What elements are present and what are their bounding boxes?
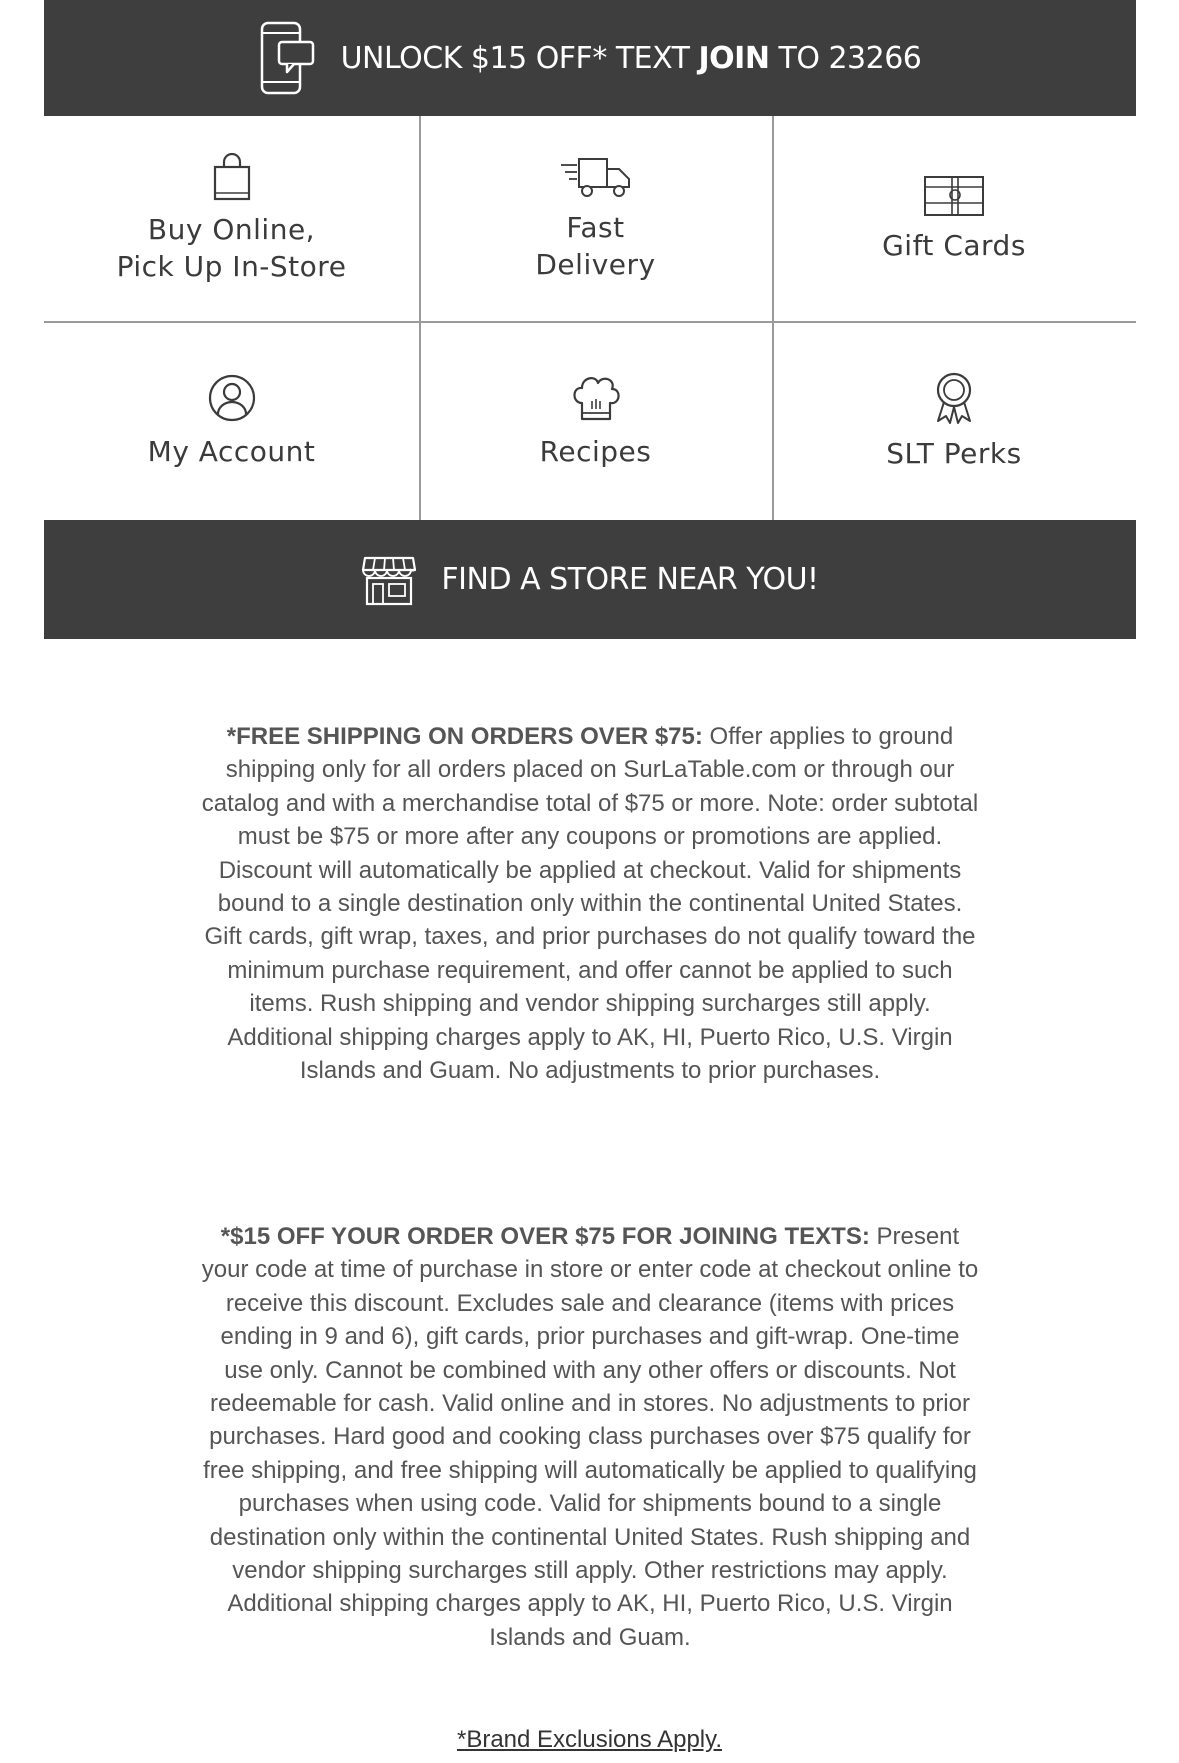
text-offer-body: Present your code at time of purchase in store or enter code at checkout online to receive this discount. Excludes sale and clearance (items with prices ending in 9 and 6), gift cards, prior purchases and gift-wrap. One-time use only. Cannot be combined with any other offers or discounts. Not redeemable for cash. Valid online and in stores. No adjustments to prior purchases. Hard good and cooking class purchases over $75 qualify for free shipping, and free shipping will automatically be applied to qualifying purchases when using code. Valid for shipments bound to a single destination only within the continental United States. Rush shipping and vendor shipping surcharges still apply. Other restrictions may apply. Additional shipping charges apply to AK, HI, Puerto Rico, U.S. Virgin Islands and Guam.	[201, 1223, 979, 1651]
text-offer-terms	[200, 1220, 980, 1654]
service-my-account[interactable]	[44, 322, 419, 520]
find-store-label: FIND A STORE NEAR YOU!	[441, 562, 819, 597]
service-label: Gift Cards	[882, 229, 1026, 262]
text-offer-heading: *$15 OFF YOUR ORDER OVER $75 FOR JOINING TEXTS:	[220, 1223, 870, 1250]
free-shipping-heading: *FREE SHIPPING ON ORDERS OVER $75:	[226, 723, 703, 750]
delivery-truck-icon	[559, 155, 633, 199]
service-fast-delivery[interactable]	[419, 116, 772, 321]
text-join-offer: UNLOCK $15 OFF* TEXT JOIN TO 23266	[340, 40, 922, 76]
service-gift-cards[interactable]	[772, 116, 1136, 321]
service-label: SLT Perks	[886, 436, 1022, 470]
service-slt-perks[interactable]	[772, 322, 1136, 520]
user-account-icon	[207, 373, 257, 423]
shopping-bag-icon	[212, 153, 252, 201]
service-recipes[interactable]	[419, 322, 772, 520]
service-label: Recipes	[539, 434, 652, 468]
service-label: Fast Delivery	[535, 210, 656, 281]
find-store-button[interactable]	[44, 520, 1136, 639]
free-shipping-body: Offer applies to ground shipping only for all orders placed on SurLaTable.com or through our catalog and with a merchandise total of $75 or more. Note: order subtotal must be $75 or more after any coupons or promotions are applied. Discount will automatically be applied at checkout. Valid for shipments bound to a single destination only within the continental United States. Gift cards, gift wrap, taxes, and prior purchases do not qualify toward the minimum purchase requirement, and offer cannot be applied to such items. Rush shipping and vendor shipping surcharges still apply. Additional shipping charges apply to AK, HI, Puerto Rico, U.S. Virgin Islands and Guam. No adjustments to prior purchases.	[201, 723, 979, 1085]
free-shipping-terms	[200, 720, 980, 1087]
service-buy-online-pickup[interactable]	[44, 116, 419, 321]
award-ribbon-icon	[932, 371, 976, 425]
service-label: My Account	[147, 434, 316, 468]
text-join-banner[interactable]	[44, 0, 1136, 116]
storefront-icon	[361, 554, 417, 606]
brand-exclusions-link[interactable]: *Brand Exclusions Apply.	[456, 1726, 723, 1753]
chef-hat-icon	[570, 373, 622, 423]
phone-message-icon	[259, 20, 317, 96]
services-grid	[44, 116, 1136, 520]
gift-card-icon	[923, 173, 985, 217]
brand-exclusions	[0, 1726, 1179, 1754]
service-label: Buy Online, Pick Up In-Store	[116, 212, 347, 283]
